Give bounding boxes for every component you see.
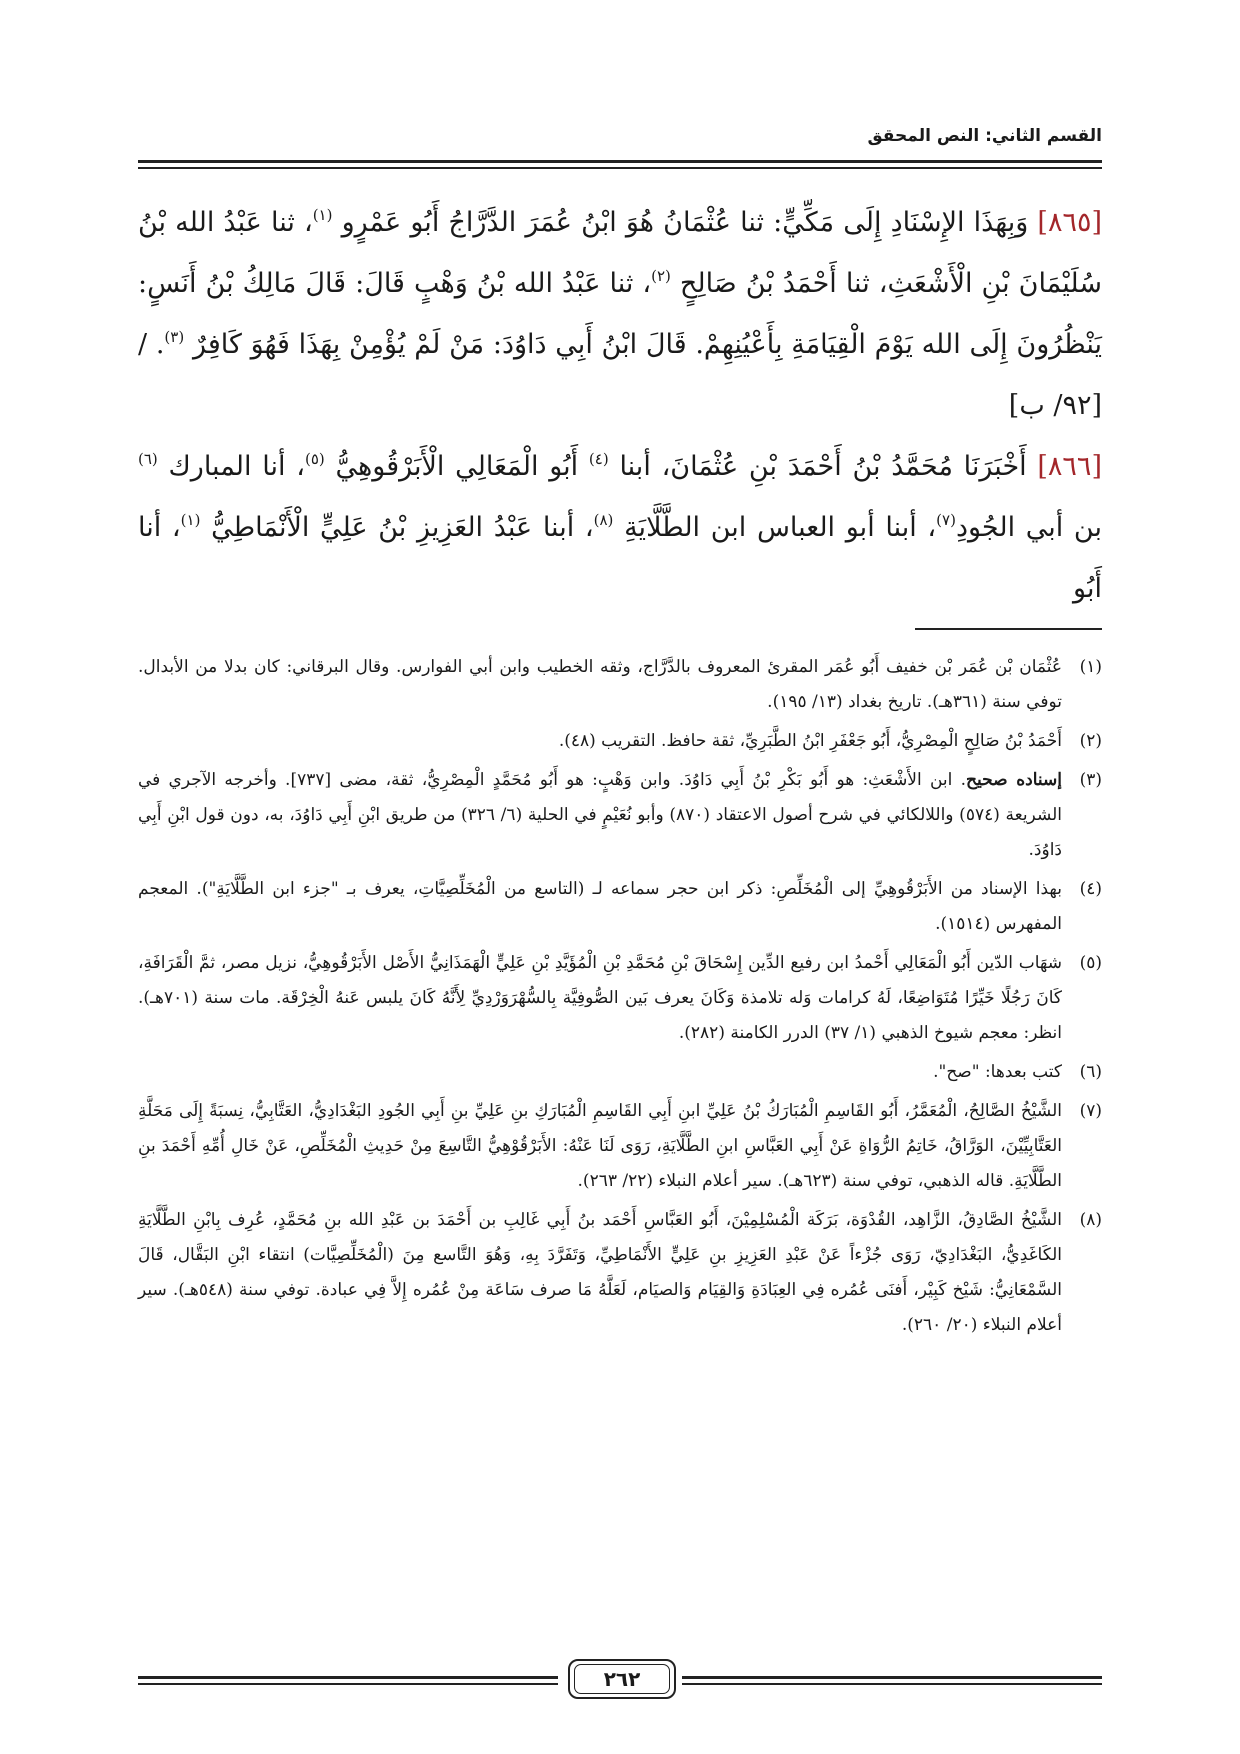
footnote-bold: إسناده صحيح (966, 770, 1063, 790)
footnote-number: (١) (1079, 657, 1102, 677)
footnote-4 (138, 872, 1102, 942)
main-text (138, 192, 1102, 619)
footnote-text: . ابن الأَشْعَثِ: هو أَبُو بَكْرِ بْنُ أَبِي دَاوُدَ. وابن وَهْبٍ: هو أَبُو مُحَمَّدٍ الْمِصْرِيُّ، ثقة، مضى [٧٣٧]. وأخرجه الآجري في الشريعة (٥٧٤) واللالكائي في شرح أصول الاعتقاد (٨٧٠) وأبو نُعَيْمٍ في الحلية (٦/ ٣٢٦) من طريق ابْنِ أَبِي دَاوُدَ، به، دون قول ابْنِ أَبِي دَاوُدَ. (138, 770, 1063, 860)
footnote-number: (٧) (1079, 1101, 1102, 1121)
footnote-7 (138, 1094, 1102, 1199)
text-segment: . / [٩٢/ ب] (138, 329, 1102, 421)
footnote-ref: (١) (180, 511, 201, 529)
text-segment: بن أبي الجُودِ (955, 512, 1102, 543)
footnote-separator (915, 628, 1102, 630)
footnote-number: (٢) (1079, 731, 1102, 751)
footnote-ref: (٦) (138, 450, 158, 468)
footnote-number: (٥) (1079, 953, 1102, 973)
footnote-number: (٤) (1079, 879, 1102, 899)
footnote-text: أَحْمَدُ بْنُ صَالِحٍ الْمِصْرِيُّ، أَبُو جَعْفَرِ ابْنُ الطَّبَرِيِّ، ثقة حافظ. التقريب (٤٨). (558, 731, 1062, 751)
footer-rule-left-thin (138, 1683, 558, 1685)
footnote-text: كتب بعدها: "صح". (933, 1062, 1062, 1082)
footnote-6 (138, 1055, 1102, 1090)
footnote-ref: (٤) (588, 450, 609, 468)
footnote-ref: (١) (312, 206, 333, 224)
header-rule (138, 160, 1102, 163)
hadith-number: [٨٦٥] (1037, 207, 1102, 238)
footnote-1 (138, 650, 1102, 720)
text-segment: أَبُو الْمَعَالِي الْأَبَرْقُوهِيُّ (335, 451, 589, 482)
text-segment: ، ثنا عَبْدُ الله بْنُ وَهْبٍ قَالَ: قَالَ مَالِكُ بْنُ أَنَسٍ: يَنْظُرُونَ إِلَى الله يَوْمَ الْقِيَامَةِ بِأَعْيُنِهِمْ. قَالَ ابْنُ أَبِي دَاوُدَ: مَنْ لَمْ يُؤْمِنْ بِهَذَا فَهُوَ كَافِرٌ (138, 268, 1102, 360)
footnote-ref: (٥) (304, 450, 325, 468)
footnote-3 (138, 763, 1102, 868)
footnote-8 (138, 1203, 1102, 1343)
footnote-text: الشَّيْخُ الصَّالِحُ، الْمُعَمَّرُ، أَبُو القَاسِمِ الْمُبَارَكُ بْنُ عَلِيِّ ابنِ أَبِي القَاسِمِ الْمُبَارَكِ بنِ عَلِيِّ بنِ أَبِي الجُودِ البَغْدَادِيُّ، العَتَّابِيُّ، نِسبَةً إِلَى مَحَلَّةِ العَتَّابِيِّيْنَ، الوَرَّاقُ، خَاتِمُ الرُّوَاةِ عَنْ أَبِي العَبَّاسِ ابنِ الطَّلَّايَةِ، رَوَى لَنَا عَنْهُ: الأَبَرْقُوْهِيُّ التَّاسِعَ مِنْ حَدِيثِ الْمُخَلِّصِ، عَنْ خَالِ أُمِّهِ أَحْمَدَ بنِ الطَّلَّايَةِ. قاله الذهبي، توفي سنة (٦٢٣هـ). سير أعلام النبلاء (٢٢/ ٢٦٣). (138, 1101, 1062, 1191)
footnote-text: الشَّيْخُ الصَّادِقُ، الزَّاهِد، القُدْوَة، بَرَكَة الْمُسْلِمِيْنَ، أَبُو العَبَّاسِ أَحْمَد بنُ أَبِي غَالِبِ بن أَحْمَدَ بن عَبْدِ الله بنِ مُحَمَّدٍ، عُرِف بِابْنِ الطَّلَّايَةِ الكَاغَدِيُّ، البَغْدَادِيّ، رَوَى جُزْءاً عَنْ عَبْدِ العَزِيزِ بنِ عَلِيٍّ الأَنْمَاطِيِّ، وَتَفَرَّدَ بِهِ، وَهُوَ التَّاسع مِنَ (الْمُخَلِّصِيَّات) انتقاء ابْنِ البَقَّال، قَالَ السَّمْعَانِيُّ: شَيْخ كَبِيْر، أَفنَى عُمُره فِي العِبَادَةِ وَالقِيَام وَالصيَام، لَعَلَّهُ مَا صرف سَاعَة مِنْ عُمُره إِلاَّ فِي عبادة. توفي سنة (٥٤٨هـ). سير أعلام النبلاء (٢٠/ ٢٦٠). (138, 1210, 1062, 1335)
footnote-2 (138, 724, 1102, 759)
text-segment: وَبِهَذَا الإِسْنَادِ إِلَى مَكِّيٍّ: ثنا عُثْمَانُ هُوَ ابْنُ عُمَرَ الدَّرَّاجُ أَبُو عَمْرٍو (341, 207, 1038, 238)
text-segment: ، أنا المبارك (168, 451, 305, 482)
text-segment: أَخْبَرَنَا مُحَمَّدُ بْنُ أَحْمَدَ بْنِ عُثْمَانَ، أبنا (619, 451, 1038, 482)
footnotes (138, 650, 1102, 1347)
footnote-number: (٨) (1079, 1210, 1102, 1230)
footnote-text: بهذا الإسناد من الأَبَرْقُوهِيِّ إلى الْمُخَلِّصِ: ذكر ابن حجر سماعه لـ (التاسع من الْمُخَلِّصِيَّاتِ، يعرف بـ "جزء ابن الطَّلَّايَةِ"). المعجم المفهرس (١٥١٤). (138, 879, 1062, 934)
paragraph-866 (138, 436, 1102, 619)
footnote-ref: (٧) (936, 511, 956, 529)
header-rule-thin (138, 167, 1102, 169)
footnote-text: شهَاب الدّين أَبُو الْمَعَالِي أَحْمدُ ابن رفيع الدِّين إِسْحَاقَ بْنِ مُحَمَّدِ بْنِ الْمُؤَيَّدِ بْنِ عَلِيٍّ الْهَمَذَانِيُّ الأَصْل الأَبَرْقُوهِيُّ، نزيل مصر، ثمَّ الْقَرَافَةِ، كَانَ رَجُلًا خَيِّرًا مُتَوَاضِعًا، لَهُ كرامات وَله تلامذة وَكَانَ يعرف بَين الصُّوفِيَّة بِالسُّهْرَوَرْدِيِّ لِأَنَّهُ كَانَ يلبس عَنهُ الْخِرْقَة. مات سنة (٧٠١هـ). انظر: معجم شيوخ الذهبي (١/ ٣٧) الدرر الكامنة (٢٨٢). (138, 953, 1062, 1043)
footnote-ref: (٢) (651, 267, 671, 285)
page-number: ٢٦٢ (568, 1659, 676, 1699)
running-head: القسم الثاني: النص المحقق (867, 126, 1102, 146)
footer-rule-right (682, 1676, 1102, 1679)
footnote-number: (٦) (1079, 1062, 1102, 1082)
text-segment: ، أبنا أبو العباس ابن الطَّلَّايَةِ (624, 512, 937, 543)
footnote-ref: (٣) (164, 328, 185, 346)
paragraph-865 (138, 192, 1102, 436)
footnote-ref: (٨) (593, 511, 614, 529)
footnote-number: (٣) (1079, 770, 1102, 790)
footnote-5 (138, 946, 1102, 1051)
text-segment: ، أنا أَبُو (138, 512, 1102, 604)
footer-rule-right-thin (682, 1683, 1102, 1685)
text-segment: ، ثنا عَبْدُ الله بْنُ سُلَيْمَانَ بْنِ الْأَشْعَثِ، ثنا أَحْمَدُ بْنُ صَالِحٍ (138, 207, 1102, 299)
footer-rule-left (138, 1676, 558, 1679)
hadith-number: [٨٦٦] (1037, 451, 1102, 482)
footnote-text: عُثْمَان بْن عُمَر بْن خفيف أَبُو عُمَر المقرئ المعروف بالدَّرَّاج، وثقه الخطيب وابن أبي الفوارس. وقال البرقاني: كان بدلا من الأبدال. توفي سنة (٣٦١هـ). تاريخ بغداد (١٣/ ١٩٥). (138, 657, 1062, 712)
text-segment: ، أبنا عَبْدُ العَزِيزِ بْنُ عَلِيٍّ الْأَنْمَاطِيُّ (211, 512, 594, 543)
